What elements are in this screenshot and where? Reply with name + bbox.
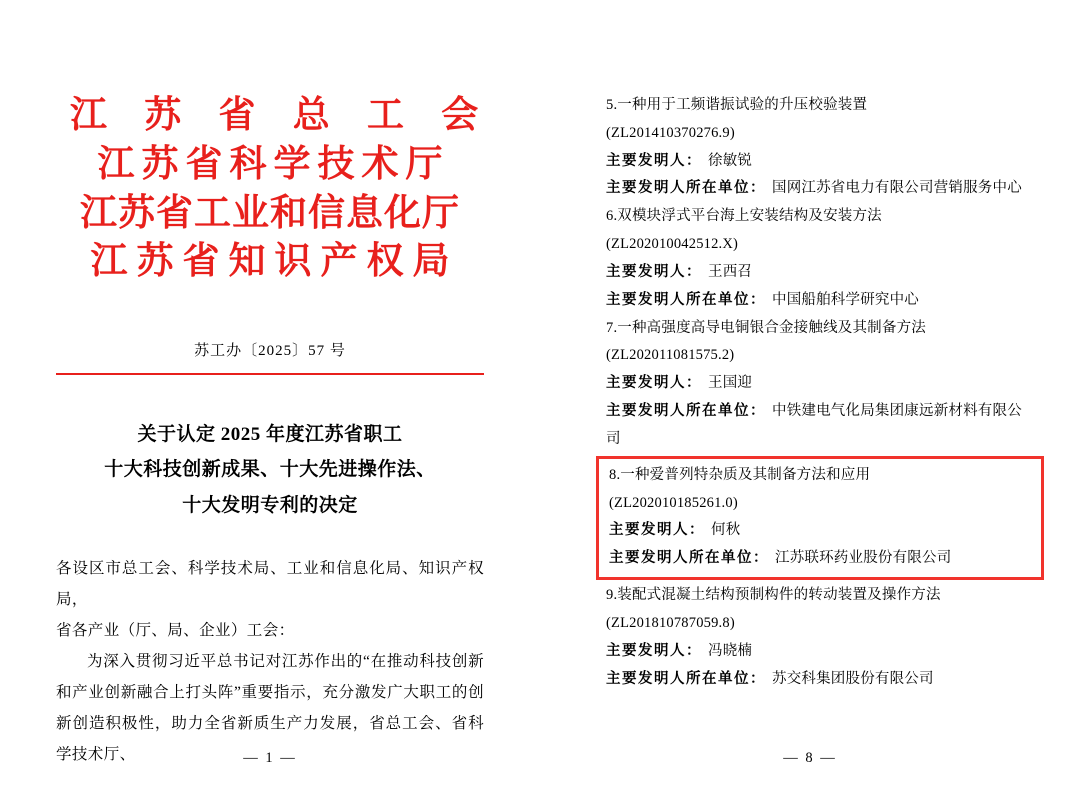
document-title-line-3: 十大发明专利的决定 — [182, 494, 358, 516]
inventor-label: 主要发明人： — [606, 263, 702, 280]
patent-title: 8.一种爱普列特杂质及其制备方法和应用 — [609, 466, 871, 483]
org-value: 中国船舶科学研究中心 — [772, 291, 919, 308]
inventor-value: 何秋 — [711, 522, 741, 539]
patent-title: 5.一种用于工频谐振试验的升压校验装置 — [606, 97, 868, 113]
masthead-line-4: 江苏省知识产权局 — [90, 241, 459, 283]
patent-org-row — [609, 545, 1033, 573]
document-title-line-1: 关于认定 2025 年度江苏省职工 — [137, 424, 403, 446]
patent-org-row — [606, 287, 1036, 315]
inventor-label: 主要发明人： — [606, 152, 702, 169]
patent-inventor-row — [606, 638, 1036, 666]
patent-org-row — [606, 398, 1036, 454]
inventor-value: 徐敏锐 — [708, 152, 753, 169]
right-page-number: — 8 — — [783, 750, 837, 766]
left-page-number: — 1 — — [243, 750, 297, 766]
patent-org-row — [606, 666, 1036, 694]
inventor-value: 王西召 — [708, 263, 753, 280]
org-label: 主要发明人所在单位： — [606, 670, 766, 687]
org-value: 国网江苏省电力有限公司营销服务中心 — [772, 180, 1022, 197]
inventor-value: 王国迎 — [708, 375, 753, 392]
body-paragraph-1: 各设区市总工会、科学技术局、工业和信息化局、知识产权局， — [56, 559, 484, 608]
patent-entry-highlighted — [596, 456, 1044, 580]
org-label: 主要发明人所在单位： — [609, 550, 769, 567]
masthead — [56, 92, 493, 287]
patent-number: (ZL202010185261.0) — [609, 494, 738, 511]
inventor-label: 主要发明人： — [606, 642, 702, 659]
patent-inventor-row — [606, 148, 1036, 176]
patent-entry — [606, 92, 1036, 203]
org-value: 江苏联环药业股份有限公司 — [775, 550, 952, 567]
org-label: 主要发明人所在单位： — [606, 403, 766, 420]
org-value: 苏交科集团股份有限公司 — [772, 670, 934, 687]
patent-number: (ZL201410370276.9) — [606, 124, 735, 141]
org-value: 中铁建电气化局集团康远新材料有限公司 — [606, 403, 1022, 447]
patent-title: 6.双模块浮式平台海上安装结构及安装方法 — [606, 208, 882, 225]
org-label: 主要发明人所在单位： — [606, 180, 766, 197]
patent-inventor-row — [606, 259, 1036, 287]
patent-entry — [606, 315, 1036, 454]
document-title-line-2: 十大科技创新成果、十大先进操作法、 — [104, 459, 436, 481]
document-title — [56, 417, 484, 522]
patent-number: (ZL201810787059.8) — [606, 614, 735, 631]
patent-number: (ZL202010042512.X) — [606, 236, 739, 253]
patent-entry — [606, 582, 1036, 693]
document-body — [56, 553, 484, 770]
patent-title: 7.一种高强度高导电铜银合金接触线及其制备方法 — [606, 319, 926, 336]
patent-number: (ZL202011081575.2) — [606, 347, 735, 364]
red-divider-rule — [56, 373, 484, 375]
patent-inventor-row — [606, 370, 1036, 398]
inventor-value: 冯晓楠 — [708, 642, 753, 659]
patent-inventor-row — [609, 517, 1033, 545]
body-paragraph-2: 省各产业（厅、局、企业）工会： — [56, 621, 295, 639]
masthead-line-2: 江苏省科学技术厅 — [97, 143, 450, 185]
inventor-label: 主要发明人： — [606, 375, 702, 392]
masthead-line-1: 江 苏 省 总 工 会 — [70, 95, 493, 136]
inventor-label: 主要发明人： — [609, 522, 705, 539]
document-number: 苏工办〔2025〕57 号 — [194, 343, 346, 360]
patent-entry — [606, 203, 1036, 314]
right-page — [540, 0, 1080, 809]
body-paragraph-3: 为深入贯彻习近平总书记对江苏作出的“在推动科技创新和产业创新融合上打头阵”重要指示，充分激发广大职工的创新创造积极性，助力全省新质生产力发展，省总工会、省科学技术厅、 — [56, 652, 484, 763]
org-label: 主要发明人所在单位： — [606, 291, 766, 308]
patent-title: 9.装配式混凝土结构预制构件的转动装置及操作方法 — [606, 587, 941, 604]
patent-org-row — [606, 175, 1036, 203]
masthead-line-3: 江苏省工业和信息化厅 — [80, 192, 460, 234]
